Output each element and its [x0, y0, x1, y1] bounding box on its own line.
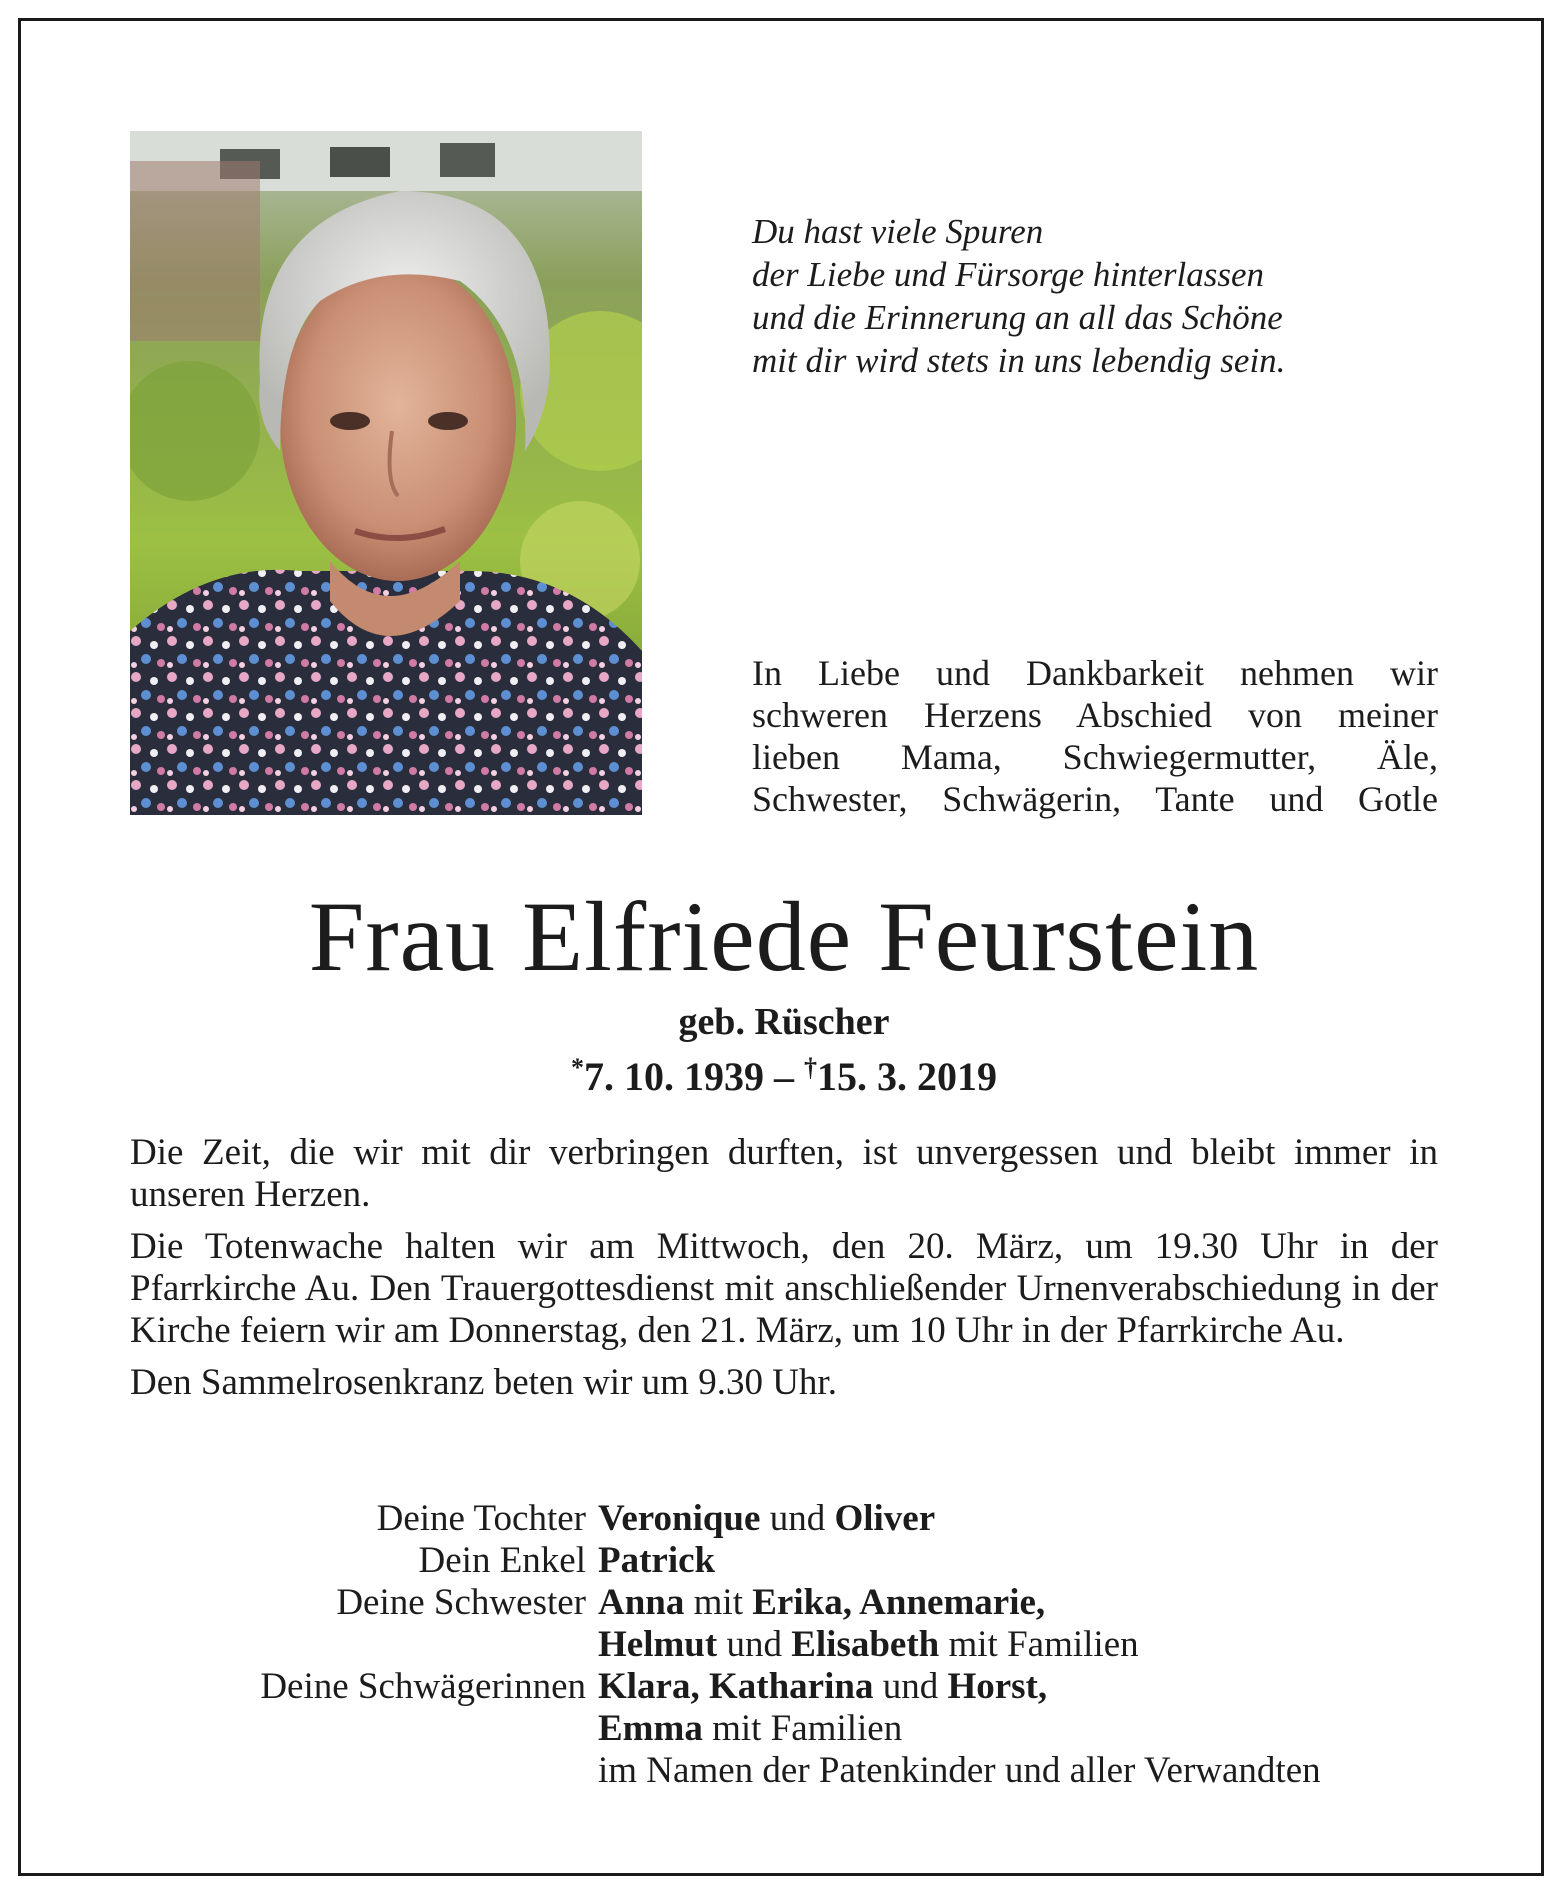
poem-line: Du hast viele Spuren [752, 212, 1044, 251]
mourner-row [0, 1498, 1568, 1540]
intro-text [752, 652, 1438, 820]
mourner-names [598, 1750, 1321, 1792]
poem-line: mit dir wird stets in uns lebendig sein. [752, 341, 1286, 380]
funeral-details-paragraph: Die Totenwache halten wir am Mittwoch, den 20. März, um 19.30 Uhr in der Pfarrkirche Au. Den Trauergottesdienst mit anschließender Urnenverabschiedung in der Kirche feiern wir am Donnerstag, den 21. März, um 10 Uhr in der Pfarrkirche Au. [130, 1226, 1438, 1351]
mourner-names [598, 1540, 715, 1582]
relation-label: Deine Schwester [336, 1582, 586, 1623]
mourner-names [598, 1708, 902, 1750]
mourner-name: Veronique [598, 1498, 761, 1539]
connector-text: mit Familien [702, 1708, 903, 1749]
mourner-name: Anna [598, 1582, 685, 1623]
mourner-name: Elisabeth [791, 1624, 940, 1665]
relation-label: Dein Enkel [418, 1540, 586, 1581]
intro-line: lieben Mama, Schwiegermutter, Äle, [752, 737, 1438, 777]
mourner-names [598, 1582, 1045, 1624]
relation-label: Deine Tochter [376, 1498, 586, 1539]
mourner-names [598, 1666, 1047, 1708]
death-symbol: † [804, 1053, 817, 1082]
mourner-name: Patrick [598, 1540, 716, 1581]
connector-text: mit Familien [939, 1624, 1139, 1665]
deceased-name: Frau Elfriede Feurstein [308, 881, 1260, 992]
relation-label: Deine Schwägerinnen [260, 1666, 586, 1707]
mourner-name: Klara, Katharina [598, 1666, 874, 1707]
mourner-name: Oliver [834, 1498, 936, 1539]
mourner-row [0, 1666, 1568, 1708]
connector-text: und [760, 1498, 835, 1539]
mourner-name: Helmut [598, 1624, 718, 1665]
intro-line: In Liebe und Dankbarkeit nehmen wir [752, 653, 1438, 693]
notice-body [130, 1132, 1438, 1414]
mourner-row [0, 1750, 1568, 1792]
poem [752, 210, 1452, 382]
connector-text: im Namen der Patenkinder und aller Verwandten [598, 1750, 1321, 1791]
connector-text: mit [684, 1582, 753, 1623]
intro-line: schweren Herzens Abschied von meiner [752, 695, 1438, 735]
mourner-name: Emma [598, 1708, 703, 1749]
mourner-row [0, 1624, 1568, 1666]
rosary-paragraph: Den Sammelrosenkranz beten wir um 9.30 Uhr. [130, 1362, 837, 1403]
portrait-photo [130, 131, 642, 815]
mourner-names [598, 1624, 1139, 1666]
connector-text: und [873, 1666, 948, 1707]
mourner-row [0, 1708, 1568, 1750]
life-dates [0, 1044, 1568, 1101]
intro-line: Schwester, Schwägerin, Tante und Gotle [752, 779, 1438, 819]
poem-line: der Liebe und Fürsorge hinterlassen [752, 255, 1264, 294]
memory-paragraph: Die Zeit, die wir mit dir verbringen durften, ist unvergessen und bleibt immer in unseren Herzen. [130, 1132, 1438, 1215]
maiden-name: geb. Rüscher [678, 1001, 890, 1043]
mourner-names [598, 1498, 935, 1540]
connector-text: und [717, 1624, 792, 1665]
mourner-row [0, 1582, 1568, 1624]
death-date: 15. 3. 2019 [817, 1054, 997, 1099]
mourner-name: Erika, Annemarie, [752, 1582, 1046, 1623]
birth-symbol: * [571, 1053, 584, 1082]
poem-line: und die Erinnerung an all das Schöne [752, 298, 1283, 337]
mourner-name: Horst, [947, 1666, 1048, 1707]
mourner-row [0, 1540, 1568, 1582]
date-separator: – [764, 1054, 804, 1099]
birth-date: 7. 10. 1939 [584, 1054, 764, 1099]
mourners-list [0, 1498, 1568, 1792]
